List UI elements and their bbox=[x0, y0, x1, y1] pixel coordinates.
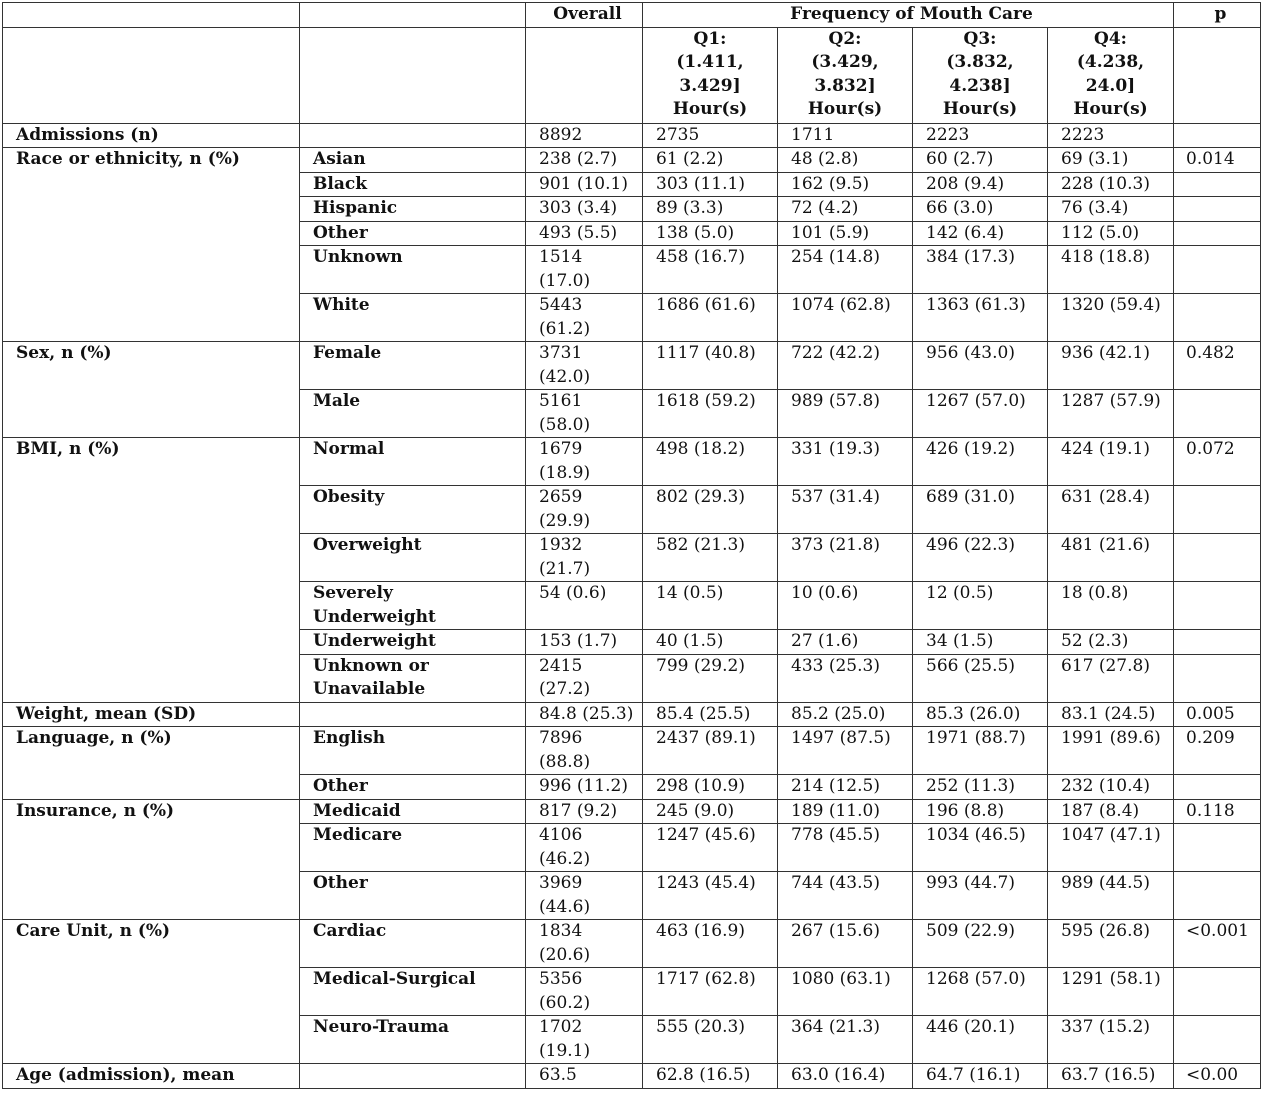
q2-cell: 72 (4.2) bbox=[778, 197, 913, 222]
p-value-cell bbox=[1174, 1016, 1261, 1064]
q1-cell: 2437 (89.1) bbox=[643, 727, 778, 775]
q2-cell: 1074 (62.8) bbox=[778, 294, 913, 342]
q2-cell: 722 (42.2) bbox=[778, 342, 913, 390]
header-q2-line-2: (3.429, bbox=[811, 52, 879, 72]
q2-cell: 214 (12.5) bbox=[778, 775, 913, 800]
variable-cell: Weight, mean (SD) bbox=[3, 702, 300, 727]
level-cell: Female bbox=[300, 342, 526, 390]
level-cell: Normal bbox=[300, 438, 526, 486]
q2-cell: 189 (11.0) bbox=[778, 799, 913, 824]
q3-cell: 85.3 (26.0) bbox=[913, 702, 1048, 727]
overall-cell: 303 (3.4) bbox=[526, 197, 643, 222]
header-q2-line-3: 3.832] bbox=[814, 75, 876, 96]
level-cell: Neuro-Trauma bbox=[300, 1016, 526, 1064]
overall-cell: 3731 (42.0) bbox=[526, 342, 643, 390]
q1-cell: 802 (29.3) bbox=[643, 486, 778, 534]
overall-cell: 7896 (88.8) bbox=[526, 727, 643, 775]
q2-cell: 63.0 (16.4) bbox=[778, 1064, 913, 1089]
header-empty-level-2 bbox=[300, 27, 526, 123]
q3-cell: 12 (0.5) bbox=[913, 582, 1048, 630]
variable-cell: Age (admission), mean bbox=[3, 1064, 300, 1089]
level-cell: White bbox=[300, 294, 526, 342]
header-row-2 bbox=[3, 27, 1261, 123]
q4-cell: 424 (19.1) bbox=[1048, 438, 1174, 486]
p-value-cell bbox=[1174, 172, 1261, 197]
q1-cell: 89 (3.3) bbox=[643, 197, 778, 222]
p-value-cell bbox=[1174, 775, 1261, 800]
header-quartile-1 bbox=[643, 27, 778, 123]
q2-cell: 331 (19.3) bbox=[778, 438, 913, 486]
level-cell: Black bbox=[300, 172, 526, 197]
q3-cell: 196 (8.8) bbox=[913, 799, 1048, 824]
header-q3-line-2: (3.832, bbox=[946, 52, 1014, 72]
header-q3-line-1: Q3: bbox=[963, 28, 997, 49]
level-cell: Unknown bbox=[300, 246, 526, 294]
overall-cell: 54 (0.6) bbox=[526, 582, 643, 630]
variable-cell: Admissions (n) bbox=[3, 123, 300, 148]
q1-cell: 1243 (45.4) bbox=[643, 872, 778, 920]
q4-cell: 228 (10.3) bbox=[1048, 172, 1174, 197]
overall-cell: 493 (5.5) bbox=[526, 221, 643, 246]
q3-cell: 208 (9.4) bbox=[913, 172, 1048, 197]
q3-cell: 142 (6.4) bbox=[913, 221, 1048, 246]
header-q4-line-1: Q4: bbox=[1094, 28, 1127, 49]
q1-cell: 61 (2.2) bbox=[643, 148, 778, 173]
q4-cell: 76 (3.4) bbox=[1048, 197, 1174, 222]
q4-cell: 418 (18.8) bbox=[1048, 246, 1174, 294]
table-header bbox=[3, 3, 1261, 124]
overall-cell: 238 (2.7) bbox=[526, 148, 643, 173]
p-value-cell: 0.005 bbox=[1174, 702, 1261, 727]
overall-cell: 901 (10.1) bbox=[526, 172, 643, 197]
table-row bbox=[3, 920, 1261, 968]
overall-cell: 8892 bbox=[526, 123, 643, 148]
q1-cell: 1117 (40.8) bbox=[643, 342, 778, 390]
q1-cell: 1717 (62.8) bbox=[643, 968, 778, 1016]
p-value-cell: 0.118 bbox=[1174, 799, 1261, 824]
q2-cell: 254 (14.8) bbox=[778, 246, 913, 294]
q1-cell: 582 (21.3) bbox=[643, 534, 778, 582]
q1-cell: 62.8 (16.5) bbox=[643, 1064, 778, 1089]
p-value-cell: <0.00 bbox=[1174, 1064, 1261, 1089]
header-q2-line-1: Q2: bbox=[828, 28, 862, 49]
variable-cell: Sex, n (%) bbox=[3, 342, 300, 438]
header-empty-variable-2 bbox=[3, 27, 300, 123]
q2-cell: 778 (45.5) bbox=[778, 824, 913, 872]
p-value-cell bbox=[1174, 221, 1261, 246]
header-q3-line-4: Hour(s) bbox=[942, 99, 1018, 119]
header-q1-line-4: Hour(s) bbox=[672, 99, 748, 119]
q4-cell: 187 (8.4) bbox=[1048, 799, 1174, 824]
level-cell: Other bbox=[300, 775, 526, 800]
header-q1-line-3: 3.429] bbox=[679, 75, 741, 96]
q3-cell: 34 (1.5) bbox=[913, 630, 1048, 655]
q3-cell: 1268 (57.0) bbox=[913, 968, 1048, 1016]
level-cell: Obesity bbox=[300, 486, 526, 534]
level-cell: Overweight bbox=[300, 534, 526, 582]
q3-cell: 1363 (61.3) bbox=[913, 294, 1048, 342]
q2-cell: 364 (21.3) bbox=[778, 1016, 913, 1064]
q4-cell: 936 (42.1) bbox=[1048, 342, 1174, 390]
header-overall: Overall bbox=[526, 3, 643, 28]
variable-cell: Care Unit, n (%) bbox=[3, 920, 300, 1064]
level-cell: English bbox=[300, 727, 526, 775]
q3-cell: 1971 (88.7) bbox=[913, 727, 1048, 775]
overall-cell: 817 (9.2) bbox=[526, 799, 643, 824]
q1-cell: 463 (16.9) bbox=[643, 920, 778, 968]
p-value-cell bbox=[1174, 123, 1261, 148]
table-row bbox=[3, 1064, 1261, 1089]
overall-cell: 996 (11.2) bbox=[526, 775, 643, 800]
q1-cell: 40 (1.5) bbox=[643, 630, 778, 655]
p-value-cell bbox=[1174, 630, 1261, 655]
q2-cell: 1711 bbox=[778, 123, 913, 148]
overall-cell: 1702 (19.1) bbox=[526, 1016, 643, 1064]
q1-cell: 555 (20.3) bbox=[643, 1016, 778, 1064]
q1-cell: 303 (11.1) bbox=[643, 172, 778, 197]
q3-cell: 496 (22.3) bbox=[913, 534, 1048, 582]
variable-cell: BMI, n (%) bbox=[3, 438, 300, 703]
q1-cell: 85.4 (25.5) bbox=[643, 702, 778, 727]
header-p-value: p bbox=[1174, 3, 1261, 28]
q2-cell: 101 (5.9) bbox=[778, 221, 913, 246]
header-quartile-4 bbox=[1048, 27, 1174, 123]
p-value-cell bbox=[1174, 582, 1261, 630]
table-row bbox=[3, 799, 1261, 824]
table-body bbox=[3, 123, 1261, 1088]
level-cell: Cardiac bbox=[300, 920, 526, 968]
q4-cell: 63.7 (16.5) bbox=[1048, 1064, 1174, 1089]
level-cell: Underweight bbox=[300, 630, 526, 655]
level-cell: Unknown or Unavailable bbox=[300, 654, 526, 702]
header-q4-line-2: (4.238, bbox=[1076, 52, 1145, 72]
header-q2-line-4: Hour(s) bbox=[807, 99, 883, 119]
q4-cell: 1047 (47.1) bbox=[1048, 824, 1174, 872]
overall-cell: 2415 (27.2) bbox=[526, 654, 643, 702]
variable-cell: Race or ethnicity, n (%) bbox=[3, 148, 300, 342]
q2-cell: 433 (25.3) bbox=[778, 654, 913, 702]
q3-cell: 446 (20.1) bbox=[913, 1016, 1048, 1064]
table-row bbox=[3, 727, 1261, 775]
q3-cell: 384 (17.3) bbox=[913, 246, 1048, 294]
q1-cell: 498 (18.2) bbox=[643, 438, 778, 486]
header-empty-level bbox=[300, 3, 526, 28]
overall-cell: 4106 (46.2) bbox=[526, 824, 643, 872]
q3-cell: 252 (11.3) bbox=[913, 775, 1048, 800]
q2-cell: 1497 (87.5) bbox=[778, 727, 913, 775]
overall-cell: 84.8 (25.3) bbox=[526, 702, 643, 727]
q2-cell: 537 (31.4) bbox=[778, 486, 913, 534]
overall-cell: 63.5 bbox=[526, 1064, 643, 1089]
q2-cell: 27 (1.6) bbox=[778, 630, 913, 655]
p-value-cell bbox=[1174, 390, 1261, 438]
overall-cell: 5443 (61.2) bbox=[526, 294, 643, 342]
header-q1-line-2: (1.411, bbox=[676, 52, 744, 72]
header-quartile-2 bbox=[778, 27, 913, 123]
header-q1-line-1: Q1: bbox=[693, 28, 727, 49]
q2-cell: 267 (15.6) bbox=[778, 920, 913, 968]
table-row bbox=[3, 123, 1261, 148]
q2-cell: 48 (2.8) bbox=[778, 148, 913, 173]
q3-cell: 956 (43.0) bbox=[913, 342, 1048, 390]
overall-cell: 2659 (29.9) bbox=[526, 486, 643, 534]
q3-cell: 689 (31.0) bbox=[913, 486, 1048, 534]
q4-cell: 232 (10.4) bbox=[1048, 775, 1174, 800]
table-row bbox=[3, 438, 1261, 486]
header-empty-overall-2 bbox=[526, 27, 643, 123]
p-value-cell bbox=[1174, 486, 1261, 534]
q4-cell: 617 (27.8) bbox=[1048, 654, 1174, 702]
level-cell bbox=[300, 702, 526, 727]
q1-cell: 2735 bbox=[643, 123, 778, 148]
overall-cell: 1679 (18.9) bbox=[526, 438, 643, 486]
level-cell: Asian bbox=[300, 148, 526, 173]
q4-cell: 52 (2.3) bbox=[1048, 630, 1174, 655]
q1-cell: 1618 (59.2) bbox=[643, 390, 778, 438]
q4-cell: 1287 (57.9) bbox=[1048, 390, 1174, 438]
level-cell: Medicare bbox=[300, 824, 526, 872]
q4-cell: 337 (15.2) bbox=[1048, 1016, 1174, 1064]
q4-cell: 1320 (59.4) bbox=[1048, 294, 1174, 342]
p-value-cell bbox=[1174, 824, 1261, 872]
level-cell: Other bbox=[300, 872, 526, 920]
overall-cell: 5356 (60.2) bbox=[526, 968, 643, 1016]
q4-cell: 595 (26.8) bbox=[1048, 920, 1174, 968]
header-quartile-3 bbox=[913, 27, 1048, 123]
q4-cell: 631 (28.4) bbox=[1048, 486, 1174, 534]
p-value-cell bbox=[1174, 246, 1261, 294]
overall-cell: 3969 (44.6) bbox=[526, 872, 643, 920]
table-row bbox=[3, 148, 1261, 173]
q4-cell: 989 (44.5) bbox=[1048, 872, 1174, 920]
q3-cell: 993 (44.7) bbox=[913, 872, 1048, 920]
q1-cell: 1686 (61.6) bbox=[643, 294, 778, 342]
level-cell: Male bbox=[300, 390, 526, 438]
q1-cell: 1247 (45.6) bbox=[643, 824, 778, 872]
q4-cell: 1991 (89.6) bbox=[1048, 727, 1174, 775]
level-cell: Severely Underweight bbox=[300, 582, 526, 630]
baseline-characteristics-table bbox=[2, 2, 1261, 1089]
variable-cell: Insurance, n (%) bbox=[3, 799, 300, 920]
q1-cell: 14 (0.5) bbox=[643, 582, 778, 630]
header-frequency-of-mouth-care: Frequency of Mouth Care bbox=[643, 3, 1174, 28]
q4-cell: 69 (3.1) bbox=[1048, 148, 1174, 173]
q1-cell: 458 (16.7) bbox=[643, 246, 778, 294]
q3-cell: 1034 (46.5) bbox=[913, 824, 1048, 872]
q3-cell: 1267 (57.0) bbox=[913, 390, 1048, 438]
q4-cell: 481 (21.6) bbox=[1048, 534, 1174, 582]
q2-cell: 85.2 (25.0) bbox=[778, 702, 913, 727]
header-row-1 bbox=[3, 3, 1261, 28]
overall-cell: 1834 (20.6) bbox=[526, 920, 643, 968]
q4-cell: 2223 bbox=[1048, 123, 1174, 148]
p-value-cell bbox=[1174, 654, 1261, 702]
q2-cell: 744 (43.5) bbox=[778, 872, 913, 920]
q2-cell: 1080 (63.1) bbox=[778, 968, 913, 1016]
q2-cell: 162 (9.5) bbox=[778, 172, 913, 197]
q3-cell: 566 (25.5) bbox=[913, 654, 1048, 702]
p-value-cell: 0.072 bbox=[1174, 438, 1261, 486]
table-row bbox=[3, 702, 1261, 727]
q1-cell: 245 (9.0) bbox=[643, 799, 778, 824]
q3-cell: 64.7 (16.1) bbox=[913, 1064, 1048, 1089]
q4-cell: 83.1 (24.5) bbox=[1048, 702, 1174, 727]
p-value-cell bbox=[1174, 968, 1261, 1016]
q4-cell: 112 (5.0) bbox=[1048, 221, 1174, 246]
q2-cell: 373 (21.8) bbox=[778, 534, 913, 582]
header-q4-line-3: 24.0] bbox=[1085, 75, 1136, 96]
q1-cell: 138 (5.0) bbox=[643, 221, 778, 246]
q3-cell: 2223 bbox=[913, 123, 1048, 148]
variable-cell: Language, n (%) bbox=[3, 727, 300, 800]
q3-cell: 60 (2.7) bbox=[913, 148, 1048, 173]
q2-cell: 10 (0.6) bbox=[778, 582, 913, 630]
level-cell: Medicaid bbox=[300, 799, 526, 824]
p-value-cell bbox=[1174, 294, 1261, 342]
p-value-cell bbox=[1174, 872, 1261, 920]
header-q3-line-3: 4.238] bbox=[949, 75, 1011, 96]
overall-cell: 1932 (21.7) bbox=[526, 534, 643, 582]
p-value-cell: 0.014 bbox=[1174, 148, 1261, 173]
q3-cell: 66 (3.0) bbox=[913, 197, 1048, 222]
p-value-cell: 0.482 bbox=[1174, 342, 1261, 390]
level-cell: Other bbox=[300, 221, 526, 246]
q2-cell: 989 (57.8) bbox=[778, 390, 913, 438]
p-value-cell: 0.209 bbox=[1174, 727, 1261, 775]
level-cell: Hispanic bbox=[300, 197, 526, 222]
overall-cell: 1514 (17.0) bbox=[526, 246, 643, 294]
q4-cell: 1291 (58.1) bbox=[1048, 968, 1174, 1016]
q1-cell: 298 (10.9) bbox=[643, 775, 778, 800]
overall-cell: 153 (1.7) bbox=[526, 630, 643, 655]
level-cell: Medical-Surgical bbox=[300, 968, 526, 1016]
q4-cell: 18 (0.8) bbox=[1048, 582, 1174, 630]
q3-cell: 426 (19.2) bbox=[913, 438, 1048, 486]
header-q4-line-4: Hour(s) bbox=[1073, 99, 1148, 119]
p-value-cell bbox=[1174, 197, 1261, 222]
table-row bbox=[3, 342, 1261, 390]
header-empty-p-2 bbox=[1174, 27, 1261, 123]
q3-cell: 509 (22.9) bbox=[913, 920, 1048, 968]
p-value-cell bbox=[1174, 534, 1261, 582]
level-cell bbox=[300, 1064, 526, 1089]
level-cell bbox=[300, 123, 526, 148]
p-value-cell: <0.001 bbox=[1174, 920, 1261, 968]
q1-cell: 799 (29.2) bbox=[643, 654, 778, 702]
header-empty-variable bbox=[3, 3, 300, 28]
overall-cell: 5161 (58.0) bbox=[526, 390, 643, 438]
